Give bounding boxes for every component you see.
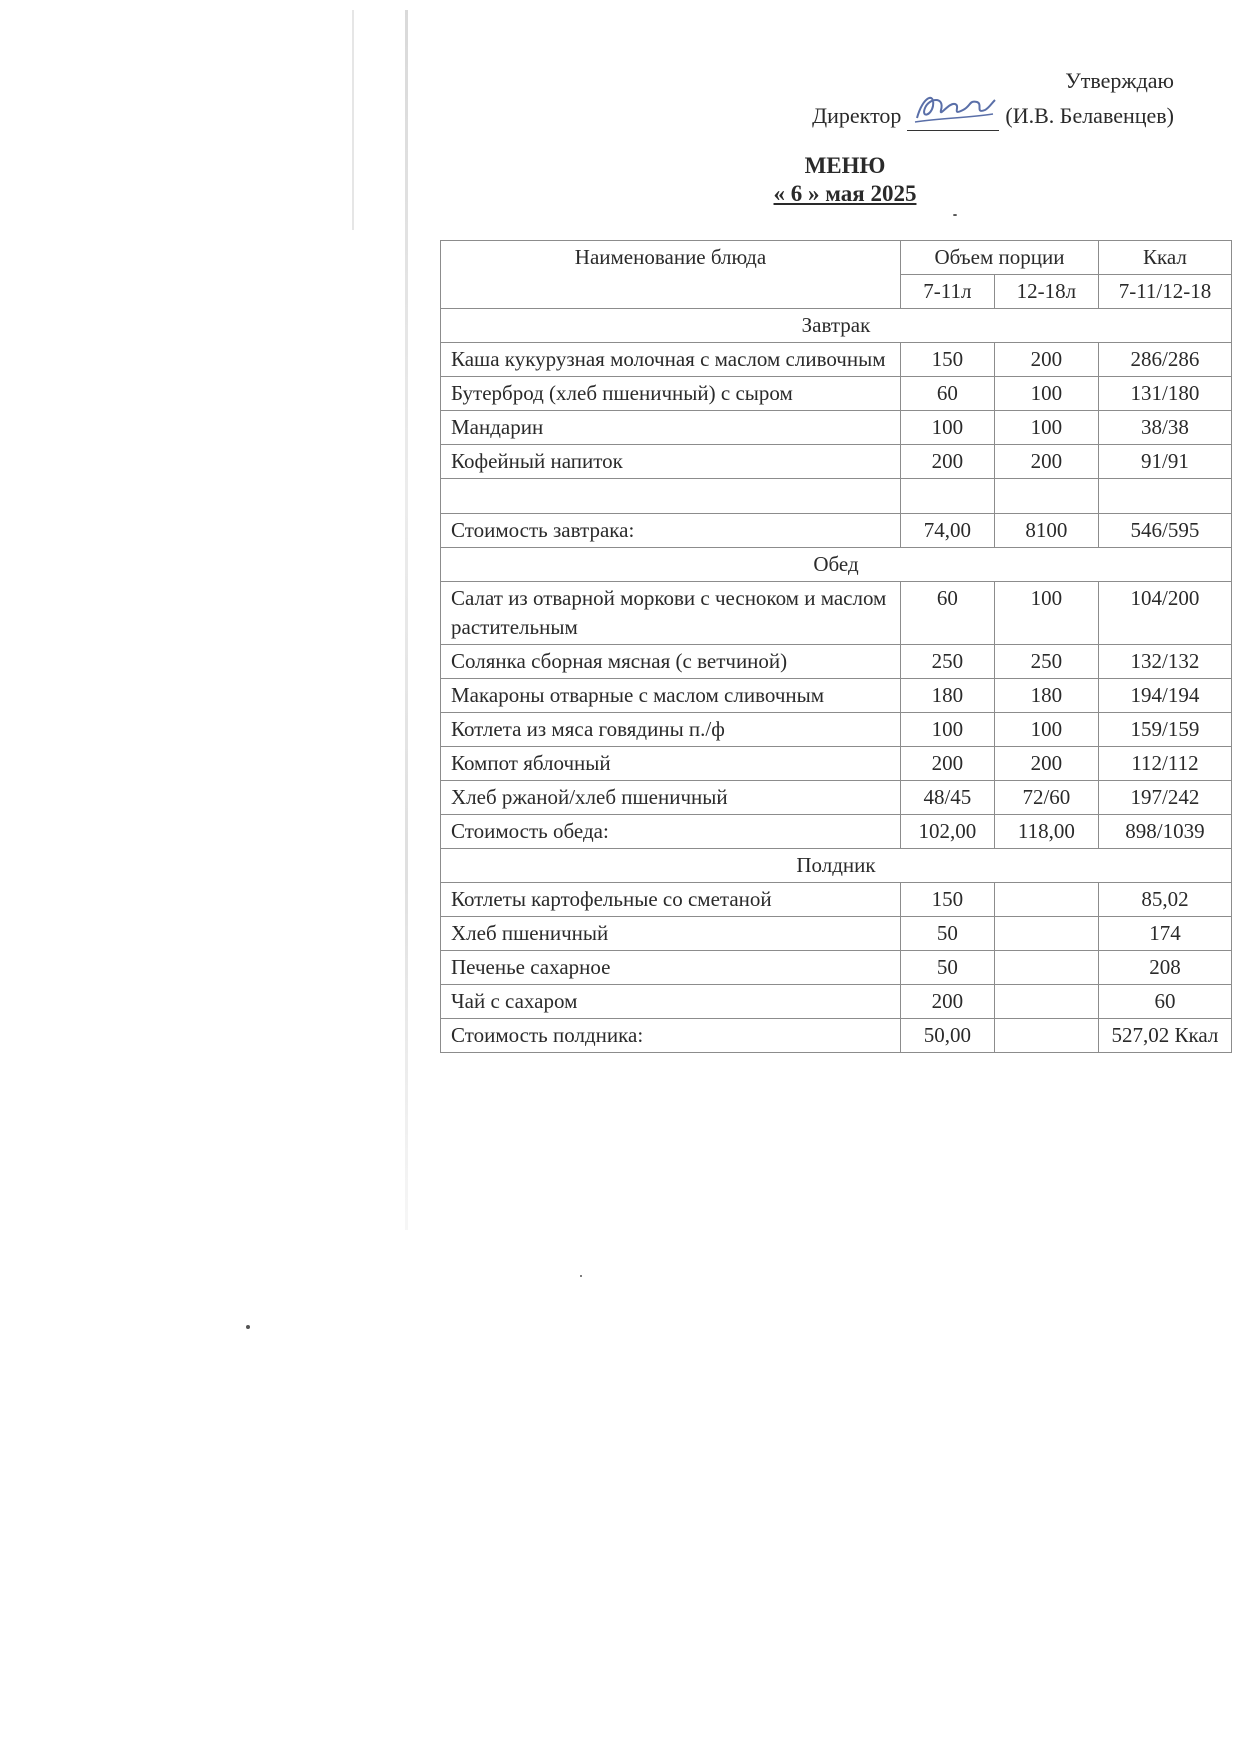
director-line	[812, 96, 1174, 131]
kcal-value: 208	[1098, 951, 1231, 985]
kcal-value: 197/242	[1098, 781, 1231, 815]
lunch-total-label: Стоимость обеда:	[441, 815, 901, 849]
portion-12-18: 72/60	[994, 781, 1098, 815]
portion-12-18: 200	[994, 445, 1098, 479]
dish-name: Солянка сборная мясная (с ветчиной)	[441, 645, 901, 679]
signature-icon	[911, 88, 997, 128]
empty-row	[441, 479, 1232, 514]
table-row	[441, 917, 1232, 951]
empty-cell	[441, 479, 901, 514]
menu-heading	[0, 152, 1254, 208]
section-lunch-title: Обед	[441, 548, 1232, 582]
portion-7-11: 60	[900, 377, 994, 411]
portion-7-11: 150	[900, 883, 994, 917]
director-name: (И.В. Белавенцев)	[1005, 103, 1174, 128]
dish-name: Салат из отварной моркови с чесноком и маслом растительным	[441, 582, 901, 645]
portion-7-11: 150	[900, 343, 994, 377]
lunch-total-12-18: 118,00	[994, 815, 1098, 849]
breakfast-total-label: Стоимость завтрака:	[441, 514, 901, 548]
table-row	[441, 883, 1232, 917]
portion-12-18	[994, 917, 1098, 951]
scan-speck	[246, 1325, 250, 1329]
signature	[907, 96, 999, 131]
kcal-value: 85,02	[1098, 883, 1231, 917]
header-portion: Объем порции	[900, 241, 1098, 275]
header-age-7-11: 7-11л	[900, 275, 994, 309]
dish-name: Котлета из мяса говядины п./ф	[441, 713, 901, 747]
snack-total-12-18	[994, 1019, 1098, 1053]
portion-12-18	[994, 985, 1098, 1019]
total-row	[441, 1019, 1232, 1053]
portion-7-11: 100	[900, 713, 994, 747]
portion-7-11: 60	[900, 582, 994, 645]
breakfast-total-7-11: 74,00	[900, 514, 994, 548]
section-row	[441, 548, 1232, 582]
header-kcal: Ккал	[1098, 241, 1231, 275]
portion-7-11: 200	[900, 445, 994, 479]
table-row	[441, 713, 1232, 747]
header-kcal-ages: 7-11/12-18	[1098, 275, 1231, 309]
portion-12-18: 200	[994, 343, 1098, 377]
table-row	[441, 445, 1232, 479]
menu-table	[440, 240, 1232, 1053]
kcal-value: 194/194	[1098, 679, 1231, 713]
director-position: Директор	[812, 103, 902, 128]
table-row	[441, 951, 1232, 985]
table-row	[441, 645, 1232, 679]
kcal-value: 174	[1098, 917, 1231, 951]
portion-7-11: 48/45	[900, 781, 994, 815]
table-row	[441, 582, 1232, 645]
portion-7-11: 50	[900, 917, 994, 951]
dish-name: Чай с сахаром	[441, 985, 901, 1019]
scan-speck	[580, 1275, 582, 1277]
dish-name: Котлеты картофельные со сметаной	[441, 883, 901, 917]
dish-name: Кофейный напиток	[441, 445, 901, 479]
dish-name: Мандарин	[441, 411, 901, 445]
table-row	[441, 781, 1232, 815]
table-row	[441, 343, 1232, 377]
snack-total-label: Стоимость полдника:	[441, 1019, 901, 1053]
breakfast-total-kcal: 546/595	[1098, 514, 1231, 548]
table-row	[441, 411, 1232, 445]
snack-total-7-11: 50,00	[900, 1019, 994, 1053]
portion-12-18: 250	[994, 645, 1098, 679]
dish-name: Макароны отварные с маслом сливочным	[441, 679, 901, 713]
menu-title: МЕНЮ	[804, 153, 886, 178]
table-row	[441, 747, 1232, 781]
kcal-value: 38/38	[1098, 411, 1231, 445]
portion-7-11: 200	[900, 985, 994, 1019]
empty-cell	[994, 479, 1098, 514]
section-breakfast-title: Завтрак	[441, 309, 1232, 343]
kcal-value: 60	[1098, 985, 1231, 1019]
empty-cell	[1098, 479, 1231, 514]
portion-12-18: 100	[994, 377, 1098, 411]
table-row	[441, 985, 1232, 1019]
dish-name: Хлеб пшеничный	[441, 917, 901, 951]
section-row	[441, 309, 1232, 343]
portion-7-11: 100	[900, 411, 994, 445]
section-snack-title: Полдник	[441, 849, 1232, 883]
header-row	[441, 241, 1232, 275]
breakfast-total-12-18: 8100	[994, 514, 1098, 548]
portion-7-11: 50	[900, 951, 994, 985]
dish-name: Бутерброд (хлеб пшеничный) с сыром	[441, 377, 901, 411]
portion-7-11: 180	[900, 679, 994, 713]
dish-name: Компот яблочный	[441, 747, 901, 781]
portion-12-18	[994, 951, 1098, 985]
table-row	[441, 679, 1232, 713]
section-row	[441, 849, 1232, 883]
dish-name: Печенье сахарное	[441, 951, 901, 985]
portion-12-18: 200	[994, 747, 1098, 781]
lunch-total-7-11: 102,00	[900, 815, 994, 849]
scan-speck	[953, 214, 957, 216]
menu-date: « 6 » мая 2025	[773, 181, 917, 206]
portion-12-18	[994, 883, 1098, 917]
approve-label: Утверждаю	[1065, 68, 1174, 93]
portion-12-18: 100	[994, 582, 1098, 645]
portion-7-11: 250	[900, 645, 994, 679]
lunch-total-kcal: 898/1039	[1098, 815, 1231, 849]
portion-12-18: 100	[994, 411, 1098, 445]
kcal-value: 132/132	[1098, 645, 1231, 679]
snack-total-kcal: 527,02 Ккал	[1098, 1019, 1231, 1053]
kcal-value: 159/159	[1098, 713, 1231, 747]
kcal-value: 286/286	[1098, 343, 1231, 377]
total-row	[441, 815, 1232, 849]
kcal-value: 112/112	[1098, 747, 1231, 781]
portion-12-18: 100	[994, 713, 1098, 747]
kcal-value: 91/91	[1098, 445, 1231, 479]
kcal-value: 131/180	[1098, 377, 1231, 411]
header-dish-name: Наименование блюда	[441, 241, 901, 309]
header-age-12-18: 12-18л	[994, 275, 1098, 309]
dish-name: Хлеб ржаной/хлеб пшеничный	[441, 781, 901, 815]
total-row	[441, 514, 1232, 548]
approval-block	[812, 66, 1174, 131]
portion-7-11: 200	[900, 747, 994, 781]
dish-name: Каша кукурузная молочная с маслом сливочным	[441, 343, 901, 377]
empty-cell	[900, 479, 994, 514]
kcal-value: 104/200	[1098, 582, 1231, 645]
table-row	[441, 377, 1232, 411]
portion-12-18: 180	[994, 679, 1098, 713]
